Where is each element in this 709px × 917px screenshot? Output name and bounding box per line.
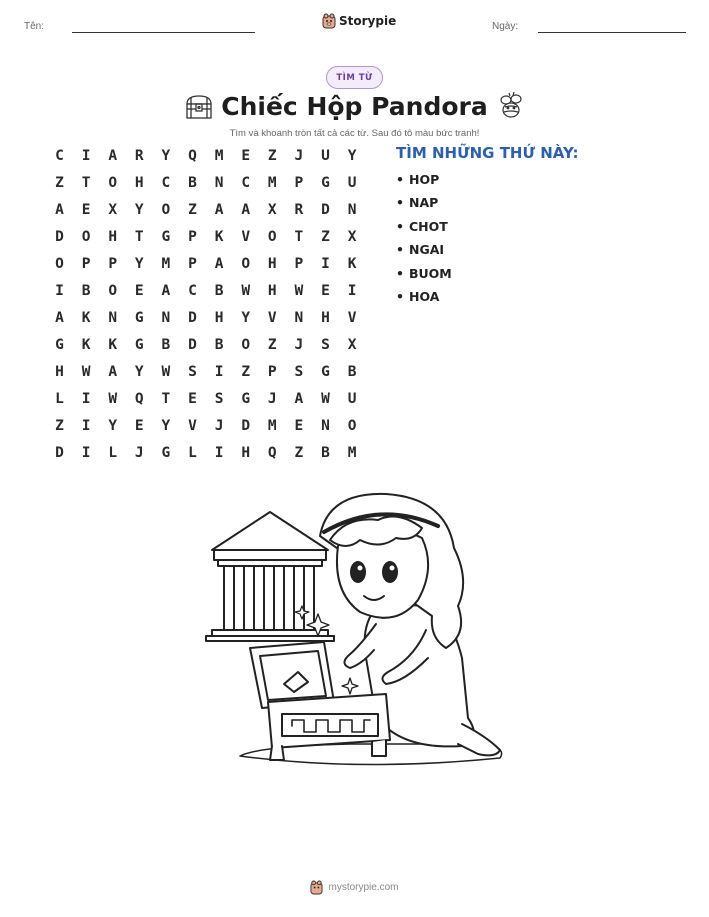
grid-letter[interactable]: P (188, 229, 197, 245)
grid-letter[interactable]: Y (134, 256, 144, 272)
grid-letter[interactable]: D (321, 202, 330, 218)
grid-letter[interactable]: X (347, 229, 357, 245)
brand (322, 13, 396, 29)
grid-letter[interactable]: N (161, 310, 171, 326)
grid-letter[interactable]: X (267, 202, 277, 218)
grid-letter[interactable]: O (108, 175, 118, 191)
grid-letter[interactable]: I (81, 418, 91, 434)
grid-letter[interactable]: A (214, 202, 224, 218)
grid-letter[interactable]: Y (134, 202, 144, 218)
grid-letter[interactable]: I (81, 391, 91, 407)
grid-letter[interactable]: A (294, 391, 304, 407)
grid-letter[interactable]: G (241, 391, 251, 407)
grid-letter[interactable]: P (108, 256, 118, 272)
storypie-logo-icon (322, 13, 336, 29)
grid-letter[interactable]: O (267, 229, 277, 245)
grid-letter[interactable]: K (81, 337, 91, 353)
grid-letter[interactable]: H (134, 175, 144, 191)
grid-letter[interactable]: P (294, 256, 304, 272)
grid-letter[interactable]: Q (134, 391, 144, 407)
grid-letter[interactable]: B (161, 337, 171, 353)
grid-letter[interactable]: K (81, 310, 91, 326)
grid-letter[interactable]: H (214, 310, 224, 326)
grid-letter[interactable]: I (81, 148, 91, 164)
grid-letter[interactable]: A (241, 202, 251, 218)
grid-letter[interactable]: A (55, 202, 64, 218)
grid-letter[interactable]: O (347, 418, 357, 434)
grid-letter[interactable]: L (108, 445, 118, 461)
grid-letter[interactable]: K (214, 229, 224, 245)
grid-letter[interactable]: V (267, 310, 277, 326)
word-item: • HOP (396, 172, 452, 195)
grid-letter[interactable]: A (214, 256, 224, 272)
word-list (396, 172, 452, 312)
grid-letter[interactable]: Y (161, 148, 171, 164)
grid-letter[interactable]: V (241, 229, 251, 245)
grid-letter[interactable]: P (267, 364, 277, 380)
grid-letter[interactable]: Q (188, 148, 197, 164)
grid-letter[interactable]: B (188, 175, 197, 191)
grid-letter[interactable]: Z (267, 337, 277, 353)
footer-url[interactable]: mystorypie.com (328, 882, 399, 893)
grid-letter[interactable]: Z (55, 175, 64, 191)
grid-letter[interactable]: B (81, 283, 91, 299)
grid-letter[interactable]: Y (241, 310, 251, 326)
grid-letter[interactable]: E (188, 391, 197, 407)
grid-letter[interactable]: R (294, 202, 304, 218)
grid-letter[interactable]: D (188, 337, 197, 353)
grid-letter[interactable]: G (161, 445, 171, 461)
grid-letter[interactable]: S (294, 364, 304, 380)
grid-letter[interactable]: J (294, 148, 304, 164)
date-line (538, 32, 686, 33)
grid-letter[interactable]: S (214, 391, 224, 407)
grid-letter[interactable]: S (188, 364, 197, 380)
grid-letter[interactable]: X (108, 202, 118, 218)
grid-letter[interactable]: B (214, 283, 224, 299)
grid-letter[interactable]: N (347, 202, 357, 218)
grid-letter[interactable]: H (241, 445, 251, 461)
bee-icon (497, 91, 525, 121)
grid-letter[interactable]: S (321, 337, 330, 353)
grid-letter[interactable]: D (55, 445, 64, 461)
grid-letter[interactable]: W (161, 364, 171, 380)
grid-letter[interactable]: L (55, 391, 64, 407)
grid-letter[interactable]: Y (134, 364, 144, 380)
grid-letter[interactable]: O (108, 283, 118, 299)
grid-letter[interactable]: G (321, 175, 330, 191)
grid-letter[interactable]: N (214, 175, 224, 191)
grid-letter[interactable]: M (214, 148, 224, 164)
grid-letter[interactable]: P (294, 175, 304, 191)
footer (0, 880, 709, 895)
grid-letter[interactable]: I (214, 445, 224, 461)
grid-letter[interactable]: V (188, 418, 197, 434)
grid-letter[interactable]: T (294, 229, 304, 245)
grid-letter[interactable]: M (267, 418, 277, 434)
grid-letter[interactable]: G (321, 364, 330, 380)
grid-letter[interactable]: Y (108, 418, 118, 434)
grid-letter[interactable]: I (321, 256, 330, 272)
grid-letter[interactable]: N (294, 310, 304, 326)
grid-letter[interactable]: I (55, 283, 64, 299)
grid-letter[interactable]: C (188, 283, 197, 299)
grid-letter[interactable]: E (321, 283, 330, 299)
grid-letter[interactable]: B (214, 337, 224, 353)
word-search-badge: TÌM TỪ (326, 66, 383, 89)
word-item: • NGAI (396, 242, 452, 265)
grid-letter[interactable]: A (55, 310, 64, 326)
grid-letter[interactable]: W (81, 364, 91, 380)
grid-letter[interactable]: W (294, 283, 304, 299)
grid-letter[interactable]: W (321, 391, 330, 407)
grid-letter[interactable]: E (134, 418, 144, 434)
grid-letter[interactable]: I (81, 445, 91, 461)
grid-letter[interactable]: D (188, 310, 197, 326)
pandora-coloring-illustration (200, 488, 510, 788)
grid-letter[interactable]: W (241, 283, 251, 299)
grid-letter[interactable]: Z (294, 445, 304, 461)
storypie-logo-icon (310, 880, 323, 895)
grid-letter[interactable]: P (81, 256, 91, 272)
grid-letter[interactable]: J (294, 337, 304, 353)
grid-letter[interactable]: K (108, 337, 118, 353)
grid-letter[interactable]: U (347, 175, 357, 191)
grid-letter[interactable]: I (214, 364, 224, 380)
grid-letter[interactable]: G (55, 337, 64, 353)
grid-letter[interactable]: M (267, 175, 277, 191)
grid-letter[interactable]: M (347, 445, 357, 461)
name-line (72, 32, 255, 33)
grid-letter[interactable]: C (55, 148, 64, 164)
grid-letter[interactable]: O (241, 256, 251, 272)
word-item: • HOA (396, 289, 452, 312)
grid-letter[interactable]: U (347, 391, 357, 407)
grid-letter[interactable]: J (267, 391, 277, 407)
instructions: Tìm và khoanh tròn tất cả các từ. Sau đó tô màu bức tranh! (229, 128, 480, 139)
brand-name: Storypie (339, 14, 397, 28)
word-item: • BUOM (396, 266, 452, 289)
grid-letter[interactable]: B (321, 445, 330, 461)
grid-letter[interactable]: Z (267, 148, 277, 164)
grid-letter[interactable]: O (55, 256, 64, 272)
grid-letter[interactable]: E (294, 418, 304, 434)
grid-letter[interactable]: O (161, 202, 171, 218)
grid-letter[interactable]: Q (267, 445, 277, 461)
grid-letter[interactable]: C (241, 175, 251, 191)
grid-letter[interactable]: H (55, 364, 64, 380)
grid-letter[interactable]: I (347, 283, 357, 299)
date-label: Ngày: (492, 21, 519, 32)
grid-letter[interactable]: G (134, 337, 144, 353)
grid-letter[interactable]: B (347, 364, 357, 380)
grid-letter[interactable]: A (108, 364, 118, 380)
grid-letter[interactable]: M (161, 256, 171, 272)
grid-letter[interactable]: K (347, 256, 357, 272)
grid-letter[interactable]: Y (347, 148, 357, 164)
name-label: Tên: (24, 21, 45, 32)
grid-letter[interactable]: Y (161, 418, 171, 434)
grid-letter[interactable]: D (241, 418, 251, 434)
grid-letter[interactable]: J (134, 445, 144, 461)
grid-letter[interactable]: N (321, 418, 330, 434)
grid-letter[interactable]: H (267, 256, 277, 272)
grid-letter[interactable]: N (108, 310, 118, 326)
word-item: • NAP (396, 195, 452, 218)
grid-letter[interactable]: Z (321, 229, 330, 245)
grid-letter[interactable]: Z (241, 364, 251, 380)
grid-letter[interactable]: J (214, 418, 224, 434)
grid-letter[interactable]: G (134, 310, 144, 326)
grid-letter[interactable]: E (134, 283, 144, 299)
grid-letter[interactable]: Z (55, 418, 64, 434)
grid-letter[interactable]: A (108, 148, 118, 164)
grid-letter[interactable]: Z (188, 202, 197, 218)
grid-letter[interactable]: D (55, 229, 64, 245)
grid-letter[interactable]: G (161, 229, 171, 245)
grid-letter[interactable]: O (81, 229, 91, 245)
word-list-heading: TÌM NHỮNG THỨ NÀY: (396, 144, 579, 162)
grid-letter[interactable]: W (108, 391, 118, 407)
word-item: • CHOT (396, 219, 452, 242)
grid-letter[interactable]: H (267, 283, 277, 299)
grid-letter[interactable]: H (108, 229, 118, 245)
grid-letter[interactable]: V (347, 310, 357, 326)
grid-letter[interactable]: T (81, 175, 91, 191)
grid-letter[interactable]: E (241, 148, 251, 164)
grid-letter[interactable]: C (161, 175, 171, 191)
grid-letter[interactable]: T (161, 391, 171, 407)
grid-letter[interactable]: T (134, 229, 144, 245)
grid-letter[interactable]: A (161, 283, 171, 299)
grid-letter[interactable]: P (188, 256, 197, 272)
grid-letter[interactable]: R (134, 148, 144, 164)
grid-letter[interactable]: X (347, 337, 357, 353)
grid-letter[interactable]: E (81, 202, 91, 218)
grid-letter[interactable]: O (241, 337, 251, 353)
grid-letter[interactable]: H (321, 310, 330, 326)
grid-letter[interactable]: L (188, 445, 197, 461)
grid-letter[interactable]: U (321, 148, 330, 164)
page-title: Chiếc Hộp Pandora (221, 92, 488, 121)
